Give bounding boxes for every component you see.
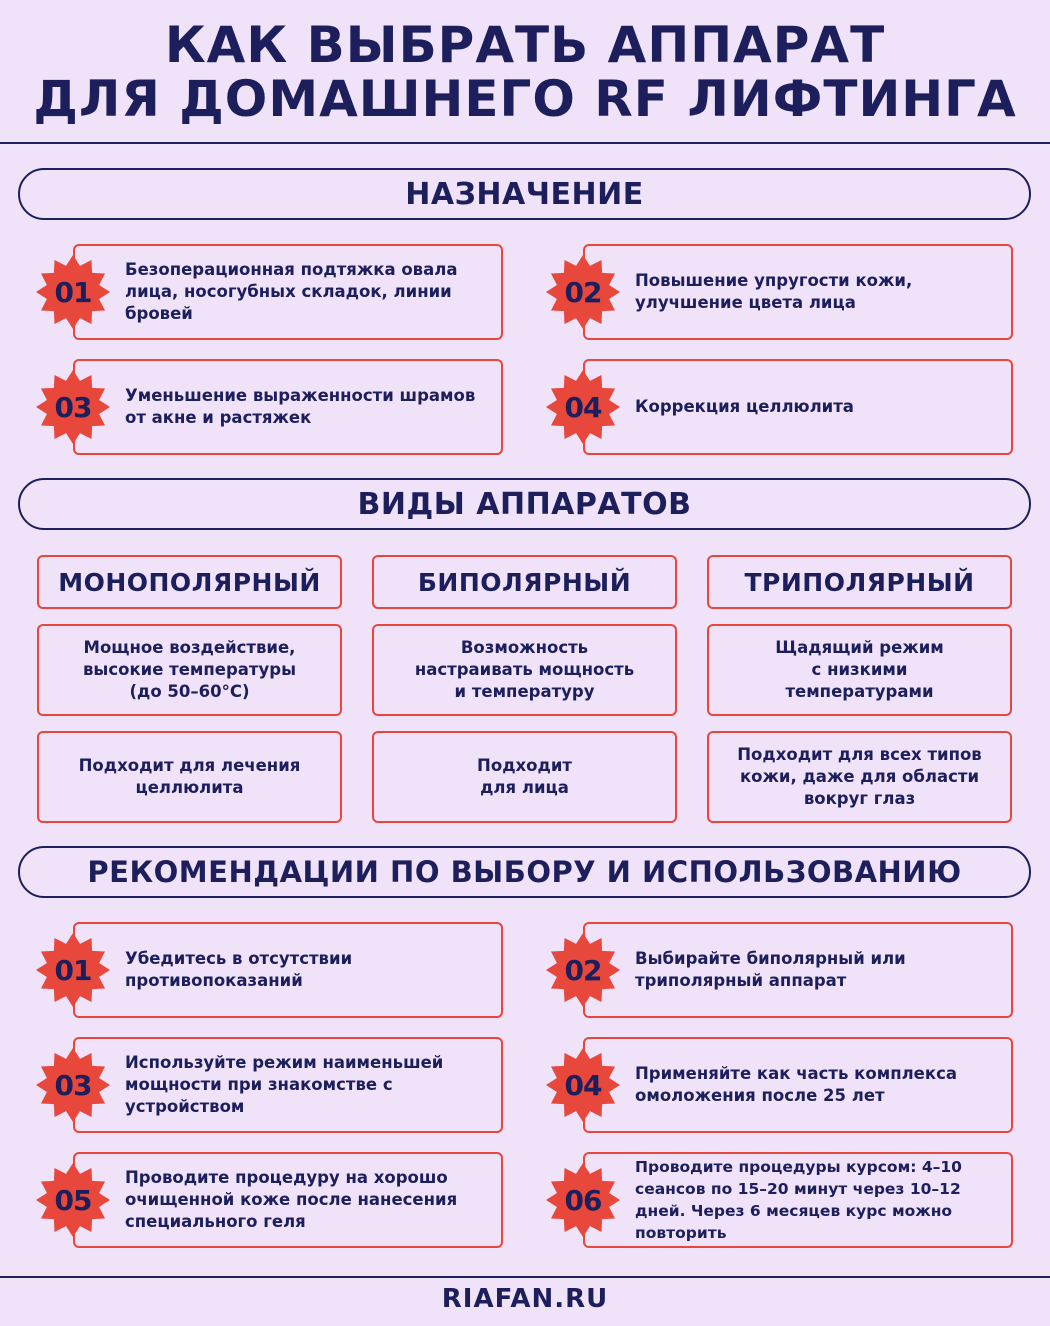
- recommendation-text-1: Убедитесь в отсутствии противопоказаний: [125, 949, 353, 990]
- top-divider: [0, 142, 1050, 144]
- type-use-monopolar: Подходит для лечения целлюлита: [37, 731, 342, 823]
- purpose-card-4: [583, 359, 1013, 455]
- type-use-tripolar: Подходит для всех типов кожи, даже для области вокруг глаз: [707, 731, 1012, 823]
- purpose-card-3: [73, 359, 503, 455]
- badge-number: 06: [564, 1183, 602, 1217]
- title-line-1: КАК ВЫБРАТЬ АППАРАТ: [164, 16, 886, 74]
- recommendation-text-2: Выбирайте биполярный или триполярный аппарат: [635, 949, 906, 990]
- recommendation-card-3: [73, 1037, 503, 1133]
- starburst-badge-icon: [35, 369, 111, 445]
- recommendation-card-2: [583, 922, 1013, 1018]
- type-header-tripolar: ТРИПОЛЯРНЫЙ: [707, 555, 1012, 609]
- starburst-badge-icon: [545, 1047, 621, 1123]
- recommendation-text-6: Проводите процедуры курсом: 4–10 сеансов по 15–20 минут через 10–12 дней. Через 6 месяцев курс можно повторить: [635, 1158, 962, 1242]
- badge-number: 02: [564, 275, 602, 309]
- section-header-purpose: НАЗНАЧЕНИЕ: [18, 168, 1031, 220]
- recommendation-text-4: Применяйте как часть комплекса омоложения после 25 лет: [635, 1064, 957, 1105]
- purpose-text-1: Безоперационная подтяжка овала лица, носогубных складок, линии бровей: [125, 260, 458, 323]
- purpose-text-2: Повышение упругости кожи, улучшение цвета лица: [635, 271, 913, 312]
- starburst-badge-icon: [35, 932, 111, 1008]
- badge-number: 03: [54, 390, 92, 424]
- starburst-badge-icon: [35, 1047, 111, 1123]
- type-effect-monopolar: Мощное воздействие, высокие температуры (до 50–60°C): [37, 624, 342, 716]
- title-line-2: ДЛЯ ДОМАШНЕГО RF ЛИФТИНГА: [33, 70, 1017, 128]
- badge-number: 01: [54, 953, 92, 987]
- recommendation-card-4: [583, 1037, 1013, 1133]
- badge-number: 04: [564, 390, 602, 424]
- recommendation-card-6: [583, 1152, 1013, 1248]
- recommendation-card-5: [73, 1152, 503, 1248]
- section-header-recommendations: РЕКОМЕНДАЦИИ ПО ВЫБОРУ И ИСПОЛЬЗОВАНИЮ: [18, 846, 1031, 898]
- footer-site: RIAFAN.RU: [441, 1284, 609, 1314]
- type-use-bipolar: Подходит для лица: [372, 731, 677, 823]
- starburst-badge-icon: [545, 1162, 621, 1238]
- badge-number: 01: [54, 275, 92, 309]
- recommendation-text-5: Проводите процедуру на хорошо очищенной коже после нанесения специального геля: [125, 1168, 458, 1231]
- starburst-badge-icon: [545, 369, 621, 445]
- recommendation-card-1: [73, 922, 503, 1018]
- badge-number: 02: [564, 953, 602, 987]
- purpose-text-4: Коррекция целлюлита: [635, 397, 854, 416]
- type-header-monopolar: МОНОПОЛЯРНЫЙ: [37, 555, 342, 609]
- starburst-badge-icon: [35, 254, 111, 330]
- badge-number: 03: [54, 1068, 92, 1102]
- badge-number: 04: [564, 1068, 602, 1102]
- bottom-divider: [0, 1276, 1050, 1278]
- purpose-card-2: [583, 244, 1013, 340]
- starburst-badge-icon: [35, 1162, 111, 1238]
- page-title: [0, 18, 1050, 126]
- section-header-types: ВИДЫ АППАРАТОВ: [18, 478, 1031, 530]
- type-header-bipolar: БИПОЛЯРНЫЙ: [372, 555, 677, 609]
- recommendation-text-3: Используйте режим наименьшей мощности при знакомстве с устройством: [125, 1053, 444, 1116]
- purpose-text-3: Уменьшение выраженности шрамов от акне и растяжек: [125, 386, 476, 427]
- starburst-badge-icon: [545, 932, 621, 1008]
- type-effect-tripolar: Щадящий режим с низкими температурами: [707, 624, 1012, 716]
- purpose-card-1: [73, 244, 503, 340]
- type-effect-bipolar: Возможность настраивать мощность и температуру: [372, 624, 677, 716]
- starburst-badge-icon: [545, 254, 621, 330]
- badge-number: 05: [54, 1183, 92, 1217]
